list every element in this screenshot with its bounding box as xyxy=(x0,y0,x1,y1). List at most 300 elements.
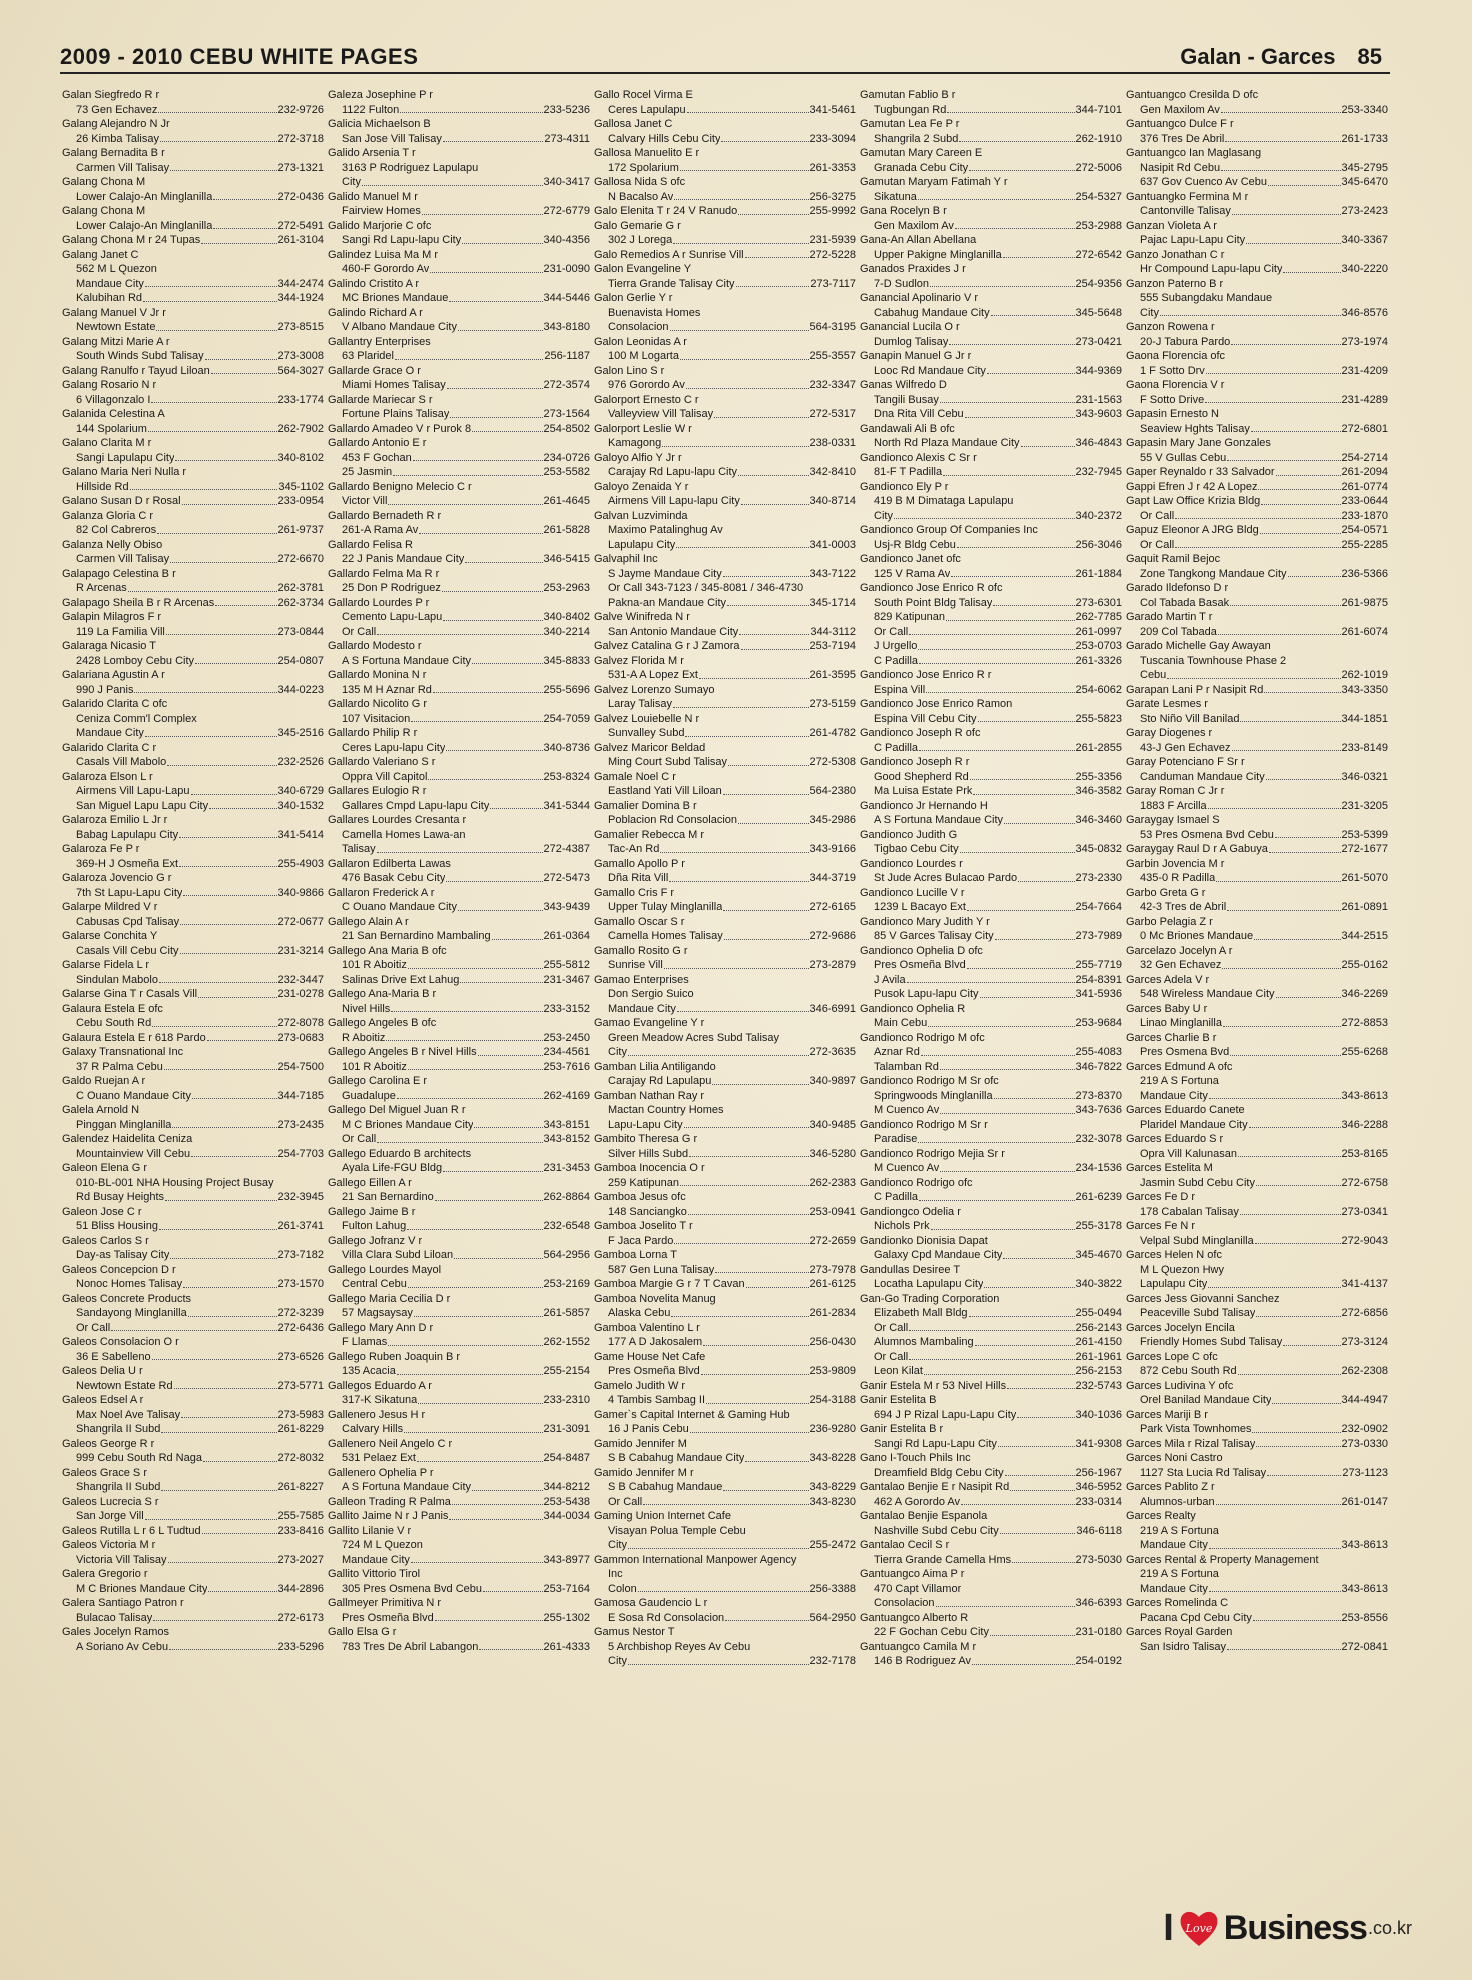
listing-address: 5 Archbishop Reyes Av Cebu xyxy=(608,1640,751,1653)
listing-line xyxy=(328,610,590,625)
listing-line xyxy=(328,204,590,219)
listing-line xyxy=(594,190,856,205)
listing-phone: 273-8370 xyxy=(1075,1089,1122,1102)
listing-address: 3163 P Rodriguez Lapulapu xyxy=(342,161,479,174)
listing-phone: 253-8556 xyxy=(1341,1611,1388,1624)
listing-address: Carmen Vill Talisay xyxy=(76,161,170,174)
listing-line xyxy=(1126,958,1388,973)
listing-name: Ganir Estelita B r xyxy=(860,1423,944,1435)
listing-address: 419 B M Dimataga Lapulapu xyxy=(874,495,1014,507)
dot-leader xyxy=(739,625,809,636)
listing-address: 548 Wireless Mandaue City xyxy=(1140,988,1275,1000)
listing-name: Gallaron Edilberta Lawas xyxy=(328,857,451,870)
listing-line xyxy=(1126,480,1388,495)
listing-line xyxy=(594,1074,856,1089)
listing-line xyxy=(594,1422,856,1437)
dot-leader xyxy=(1275,828,1341,839)
dot-leader xyxy=(1221,161,1340,172)
listing-phone: 343-8613 xyxy=(1341,1089,1388,1102)
listing-name: Garay Diogenes r xyxy=(1126,727,1213,739)
listing-address: Fortune Plains Talisay xyxy=(342,408,450,420)
listing-phone: 253-0703 xyxy=(1075,640,1122,652)
listing-entry xyxy=(1126,88,1388,117)
listing-address: Sindulan Mabolo xyxy=(76,973,158,986)
listing-phone: 273-2879 xyxy=(809,959,856,971)
listing-name: Gantalao Benjie Espanola xyxy=(860,1510,988,1522)
dot-leader xyxy=(660,842,808,853)
listing-address: Or Call xyxy=(1140,509,1175,522)
listing-address: 37 R Palma Cebu xyxy=(76,1060,163,1073)
listing-phone: 233-0954 xyxy=(277,495,324,507)
listing-address: Casals Vill Mabolo xyxy=(76,756,167,768)
listing-phone: 261-1733 xyxy=(1341,132,1388,145)
listing-line xyxy=(860,1161,1122,1176)
listing-address: Galaxy Cpd Mandaue City xyxy=(874,1249,1003,1261)
listing-phone: 254-0807 xyxy=(277,654,324,667)
listing-line xyxy=(62,364,324,379)
dot-leader xyxy=(1206,364,1341,375)
listing-entry xyxy=(860,451,1122,480)
dot-leader xyxy=(167,755,276,766)
dot-leader xyxy=(111,1321,276,1332)
dot-leader xyxy=(474,1118,542,1129)
listing-line xyxy=(860,1625,1122,1640)
listing-phone: 340-8736 xyxy=(543,741,590,754)
listing-phone: 232-3447 xyxy=(277,973,324,986)
listing-line xyxy=(62,1147,324,1162)
listing-entry xyxy=(1126,1031,1388,1060)
listing-address: Espina Vill xyxy=(874,683,926,696)
listing-phone: 345-2795 xyxy=(1341,161,1388,174)
listing-phone: 232-0902 xyxy=(1341,1423,1388,1435)
page-number: 85 xyxy=(1357,44,1382,69)
dot-leader xyxy=(921,1045,1075,1056)
listing-line xyxy=(860,465,1122,480)
dot-leader xyxy=(450,407,542,418)
listing-line xyxy=(62,190,324,205)
dot-leader xyxy=(699,668,809,679)
dot-leader xyxy=(940,393,1075,404)
listing-line xyxy=(594,161,856,176)
listing-name: Gantuangko Fermina M r xyxy=(1126,190,1249,203)
listing-address: Friendly Homes Subd Talisay xyxy=(1140,1336,1283,1348)
listing-line xyxy=(1126,1263,1388,1278)
listing-line xyxy=(594,958,856,973)
listing-entry xyxy=(328,944,590,988)
dot-leader xyxy=(446,871,542,882)
dot-leader xyxy=(969,161,1074,172)
dot-leader xyxy=(205,349,277,360)
listing-address: Victoria Vill Talisay xyxy=(76,1553,167,1566)
listing-entry xyxy=(1126,1103,1388,1132)
listing-name: Gallmeyer Primitiva N r xyxy=(328,1597,442,1609)
listing-entry xyxy=(1126,1480,1388,1509)
listing-line xyxy=(328,958,590,973)
listing-name: Garado Michelle Gay Awayan xyxy=(1126,640,1271,652)
listing-entry xyxy=(594,509,856,553)
listing-address: A S Fortuna Mandaue City xyxy=(342,1481,472,1493)
listing-name: Gallego Ana-Maria B r xyxy=(328,988,437,1000)
listing-column-2 xyxy=(328,88,594,1808)
listing-name: Garces Rental & Property Management xyxy=(1126,1553,1319,1566)
listing-phone: 272-5228 xyxy=(809,248,856,261)
listing-line xyxy=(62,973,324,988)
dot-leader xyxy=(460,973,542,984)
listing-address: S B Cabahug Mandaue City xyxy=(608,1452,745,1464)
listing-phone: 272-0841 xyxy=(1341,1640,1388,1653)
listing-name: Gamelo Judith W r xyxy=(594,1379,686,1392)
listing-name: Gamallo Apollo P r xyxy=(594,857,685,870)
listing-name: Gandionco Lourdes r xyxy=(860,857,963,870)
listing-line xyxy=(328,523,590,538)
listing-address: Upper Pakigne Minglanilla xyxy=(874,248,1002,261)
dot-leader xyxy=(201,233,276,244)
listing-phone: 345-0832 xyxy=(1075,843,1122,855)
listing-name: Garado Martin T r xyxy=(1126,611,1213,623)
listing-entry xyxy=(62,1045,324,1074)
listing-address: 101 R Aboitiz xyxy=(342,959,407,971)
dot-leader xyxy=(1267,1466,1341,1477)
listing-line xyxy=(860,1089,1122,1104)
listing-entry xyxy=(860,88,1122,117)
listing-entry xyxy=(62,929,324,958)
listing-phone: 232-3347 xyxy=(809,379,856,391)
listing-entry xyxy=(594,741,856,770)
listing-name: Garces Estelita M xyxy=(1126,1162,1213,1174)
listing-phone: 346-0321 xyxy=(1341,770,1388,783)
dot-leader xyxy=(1222,958,1340,969)
listing-phone: 272-3574 xyxy=(543,379,590,391)
listing-entry xyxy=(62,1074,324,1103)
listing-address: N Bacalso Av xyxy=(608,190,674,203)
listing-entry xyxy=(62,1205,324,1234)
listing-entry xyxy=(328,538,590,567)
listing-line xyxy=(62,625,324,640)
dot-leader xyxy=(435,1611,543,1622)
listing-address: City xyxy=(874,509,893,522)
dot-leader xyxy=(161,1422,276,1433)
listing-address: Day-as Talisay City xyxy=(76,1249,170,1261)
dot-leader xyxy=(166,625,277,636)
listing-entry xyxy=(62,509,324,538)
listing-phone: 262-7902 xyxy=(277,422,324,435)
listing-address: 119 La Familia Vill xyxy=(76,625,165,638)
listing-name: Gallardo Modesto r xyxy=(328,640,422,652)
listing-address: 219 A S Fortuna xyxy=(1140,1524,1219,1537)
listing-phone: 340-1036 xyxy=(1075,1408,1122,1421)
listing-entry xyxy=(594,1292,856,1321)
dot-leader xyxy=(947,103,1074,114)
listing-phone: 273-2330 xyxy=(1075,872,1122,884)
listing-line xyxy=(1126,1074,1388,1089)
listing-entry xyxy=(328,639,590,668)
listing-line xyxy=(328,1277,590,1292)
listing-name: Galeos Grace S r xyxy=(62,1466,147,1479)
listing-line xyxy=(328,378,590,393)
listing-address: Nivel Hills xyxy=(342,1002,391,1015)
listing-address: Springwoods Minglanilla xyxy=(874,1089,993,1102)
listing-name: Gamboa Novelita Manug xyxy=(594,1292,716,1305)
dot-leader xyxy=(1223,1016,1341,1027)
listing-phone: 272-3718 xyxy=(277,132,324,145)
listing-line xyxy=(1126,1277,1388,1292)
listing-address: Elizabeth Mall Bldg xyxy=(874,1307,968,1319)
listing-entry xyxy=(1126,1248,1388,1292)
listing-name: Garces Eduardo S r xyxy=(1126,1133,1224,1145)
listing-phone: 344-9369 xyxy=(1075,364,1122,377)
listing-entry xyxy=(328,1103,590,1147)
listing-line xyxy=(594,1234,856,1249)
listing-entry xyxy=(594,1089,856,1133)
listing-name: Galvez Florida M r xyxy=(594,654,684,667)
listing-name: Gamboa Jesus ofc xyxy=(594,1191,686,1203)
listing-phone: 273-2027 xyxy=(277,1553,324,1566)
listing-line xyxy=(328,1118,590,1133)
listing-line xyxy=(860,538,1122,553)
listing-line xyxy=(860,1553,1122,1568)
listing-entry xyxy=(860,1567,1122,1611)
listing-address: M Cuenco Av xyxy=(874,1162,940,1174)
listing-line xyxy=(594,1495,856,1510)
listing-address: 435-0 R Padilla xyxy=(1140,872,1216,884)
listing-address: Talamban Rd xyxy=(874,1060,939,1073)
listing-name: Gales Jocelyn Ramos xyxy=(62,1626,169,1638)
listing-phone: 233-8416 xyxy=(277,1524,324,1537)
listing-name: Garbin Jovencia M r xyxy=(1126,857,1225,870)
listing-address: 562 M L Quezon xyxy=(76,263,157,275)
listing-phone: 340-2220 xyxy=(1341,263,1388,275)
listing-line xyxy=(62,1306,324,1321)
listing-address: Linao Minglanilla xyxy=(1140,1017,1222,1029)
listing-address: Seaview Hghts Talisay xyxy=(1140,422,1250,435)
dot-leader xyxy=(930,277,1074,288)
listing-entry xyxy=(860,857,1122,886)
listing-phone: 343-8613 xyxy=(1341,1582,1388,1595)
listing-address: Shangrila II Subd xyxy=(76,1481,161,1493)
listing-line xyxy=(1126,900,1388,915)
listing-address: 1127 Sta Lucia Rd Talisay xyxy=(1140,1466,1267,1479)
listing-line xyxy=(328,320,590,335)
listing-line xyxy=(594,248,856,263)
listing-address: Sangi Rd Lapu-Lapu City xyxy=(874,1437,997,1450)
listing-name: Garces Edmund A ofc xyxy=(1126,1060,1233,1073)
listing-phone: 340-9897 xyxy=(809,1075,856,1087)
listing-phone: 254-9356 xyxy=(1075,277,1122,290)
listing-line xyxy=(1126,233,1388,248)
listing-address: Or Call xyxy=(76,1321,111,1334)
listing-address: North Rd Plaza Mandaue City xyxy=(874,437,1020,449)
dot-leader xyxy=(960,842,1075,853)
listing-address: Laray Talisay xyxy=(608,698,672,710)
listing-phone: 254-8391 xyxy=(1075,973,1122,986)
listing-phone: 273-7117 xyxy=(810,277,856,290)
listing-entry xyxy=(62,1103,324,1132)
listing-name: Garate Lesmes r xyxy=(1126,698,1208,710)
listing-phone: 345-2516 xyxy=(277,727,324,739)
listing-entry xyxy=(594,335,856,364)
dot-leader xyxy=(1253,1611,1341,1622)
listing-entry xyxy=(328,813,590,857)
listing-entry xyxy=(1126,248,1388,277)
dot-leader xyxy=(1227,1640,1340,1651)
listing-phone: 232-3945 xyxy=(277,1191,324,1203)
listing-entry xyxy=(1126,1132,1388,1161)
listing-entry xyxy=(594,1248,856,1277)
dot-leader xyxy=(1225,132,1340,143)
listing-entry xyxy=(860,146,1122,175)
dot-leader xyxy=(1249,1118,1341,1129)
dot-leader xyxy=(411,1553,543,1564)
listing-line xyxy=(594,900,856,915)
dot-leader xyxy=(723,567,809,578)
listing-name: Gallego Carolina E r xyxy=(328,1075,428,1087)
listing-name: Galaraga Nicasio T xyxy=(62,640,156,652)
listing-name: Gallardo Philip R r xyxy=(328,727,418,739)
listing-line xyxy=(860,1045,1122,1060)
listing-phone: 261-0364 xyxy=(543,930,590,942)
listing-address: Mandaue City xyxy=(342,1553,410,1566)
listing-entry xyxy=(62,1466,324,1495)
listing-line xyxy=(62,1277,324,1292)
dot-leader xyxy=(924,1364,1075,1375)
listing-address: Calvary Hills xyxy=(342,1423,404,1435)
listing-name: Gandionko Dionisia Dapat xyxy=(860,1234,988,1247)
listing-address: 1122 Fulton xyxy=(342,103,400,116)
listing-line xyxy=(62,1509,324,1524)
listing-line xyxy=(1126,523,1388,538)
listing-name: Gapasin Ernesto N xyxy=(1126,408,1219,420)
listing-entry xyxy=(1126,726,1388,755)
dot-leader xyxy=(687,103,809,114)
listing-phone: 346-2269 xyxy=(1341,988,1388,1000)
listing-entry xyxy=(328,1437,590,1466)
listing-address: C Padilla xyxy=(874,1191,919,1203)
listing-phone: 253-9809 xyxy=(809,1365,856,1377)
listing-phone: 344-3719 xyxy=(809,872,856,884)
listing-address: Or Call xyxy=(874,1321,909,1334)
listing-entry xyxy=(62,233,324,248)
listing-address: Sunrise Vill xyxy=(608,959,663,971)
listing-name: Galang Mitzi Marie A r xyxy=(62,335,170,348)
listing-address: Or Call xyxy=(342,625,377,638)
listing-address: Don Sergio Suico xyxy=(608,988,694,1000)
listing-name: Galon Evangeline Y xyxy=(594,263,692,275)
dot-leader xyxy=(472,654,542,665)
listing-entry xyxy=(594,799,856,828)
listing-name: Gallosa Nida S ofc xyxy=(594,176,686,188)
listing-phone: 341-9308 xyxy=(1075,1437,1122,1450)
listing-name: Gamallo Rosito G r xyxy=(594,944,688,957)
dot-leader xyxy=(998,1437,1075,1448)
listing-line xyxy=(328,233,590,248)
listing-line xyxy=(594,436,856,451)
listing-phone: 255-5823 xyxy=(1075,712,1122,725)
listing-line xyxy=(1126,538,1388,553)
listing-address: Newtown Estate xyxy=(76,321,156,333)
listing-entry xyxy=(62,335,324,364)
dot-leader xyxy=(909,625,1074,636)
listing-name: Gandionco Ophelia D ofc xyxy=(860,944,983,957)
listing-name: Galaxy Transnational Inc xyxy=(62,1046,184,1058)
listing-phone: 340-4356 xyxy=(543,234,590,246)
listing-entry xyxy=(62,697,324,741)
listing-line xyxy=(594,625,856,640)
listing-phone: 261-4333 xyxy=(543,1640,590,1653)
listing-name: Gamboa Margie G r 7 T Cavan xyxy=(594,1278,745,1290)
dot-leader xyxy=(973,784,1074,795)
listing-line xyxy=(1126,204,1388,219)
dot-leader xyxy=(955,219,1075,230)
listing-entry xyxy=(594,451,856,480)
listing-name: Gallego Alain A r xyxy=(328,915,409,928)
listing-address: Or Call xyxy=(608,1495,643,1508)
dot-leader xyxy=(180,915,276,926)
listing-entry xyxy=(62,1524,324,1539)
dot-leader xyxy=(918,1132,1074,1143)
listing-address: Dumlog Talisay xyxy=(874,335,949,348)
listing-phone: 256-3046 xyxy=(1075,538,1122,551)
dot-leader xyxy=(940,1161,1074,1172)
dot-leader xyxy=(995,929,1075,940)
dot-leader xyxy=(967,958,1075,969)
listing-line xyxy=(594,581,856,596)
listing-phone: 238-0331 xyxy=(809,437,856,449)
listing-name: Garces Mariji B r xyxy=(1126,1408,1208,1421)
listing-phone: 254-7500 xyxy=(277,1060,324,1073)
listing-line xyxy=(594,1031,856,1046)
listing-line xyxy=(860,1524,1122,1539)
listing-entry xyxy=(860,1074,1122,1118)
dot-leader xyxy=(152,1350,277,1361)
listing-phone: 345-5648 xyxy=(1075,306,1122,319)
listing-line xyxy=(860,1408,1122,1423)
listing-name: Gandionco Jose Enrico R ofc xyxy=(860,582,1003,594)
listing-phone: 255-3356 xyxy=(1075,770,1122,783)
listing-line xyxy=(594,1524,856,1539)
listing-name: Galaura Estela E r 618 Pardo xyxy=(62,1031,206,1044)
listing-address: Tierra Grande Camella Hms xyxy=(874,1553,1012,1566)
listing-line xyxy=(860,987,1122,1002)
listing-line xyxy=(1126,1147,1388,1162)
listing-name: Garay Roman C Jr r xyxy=(1126,785,1225,797)
listing-line xyxy=(62,349,324,364)
listing-phone: 272-6670 xyxy=(277,553,324,565)
listing-entry xyxy=(594,364,856,393)
listing-address: Tangili Busay xyxy=(874,393,939,406)
listing-name: Galang Chona M xyxy=(62,176,146,188)
listing-phone: 254-6062 xyxy=(1075,683,1122,696)
listing-name: Gallardo Monina N r xyxy=(328,669,427,681)
dot-leader xyxy=(145,726,277,737)
listing-line xyxy=(594,842,856,857)
listing-phone: 340-9866 xyxy=(277,886,324,899)
listing-line xyxy=(860,567,1122,582)
listing-address: Alaska Cebu xyxy=(608,1307,671,1319)
listing-name: Galapin Milagros F r xyxy=(62,611,162,623)
listing-entry xyxy=(1126,639,1388,683)
listing-line xyxy=(594,726,856,741)
dot-leader xyxy=(181,1408,276,1419)
listing-phone: 236-5366 xyxy=(1341,567,1388,580)
dot-leader xyxy=(984,1277,1074,1288)
listing-address: Sikatuna xyxy=(874,190,917,203)
listing-address: Ayala Life-FGU Bldg xyxy=(342,1162,443,1174)
dot-leader xyxy=(362,175,543,186)
dot-leader xyxy=(465,552,542,563)
listing-entry xyxy=(62,1335,324,1364)
listing-phone: 261-3741 xyxy=(277,1220,324,1232)
listing-name: Garces Pablito Z r xyxy=(1126,1481,1215,1493)
